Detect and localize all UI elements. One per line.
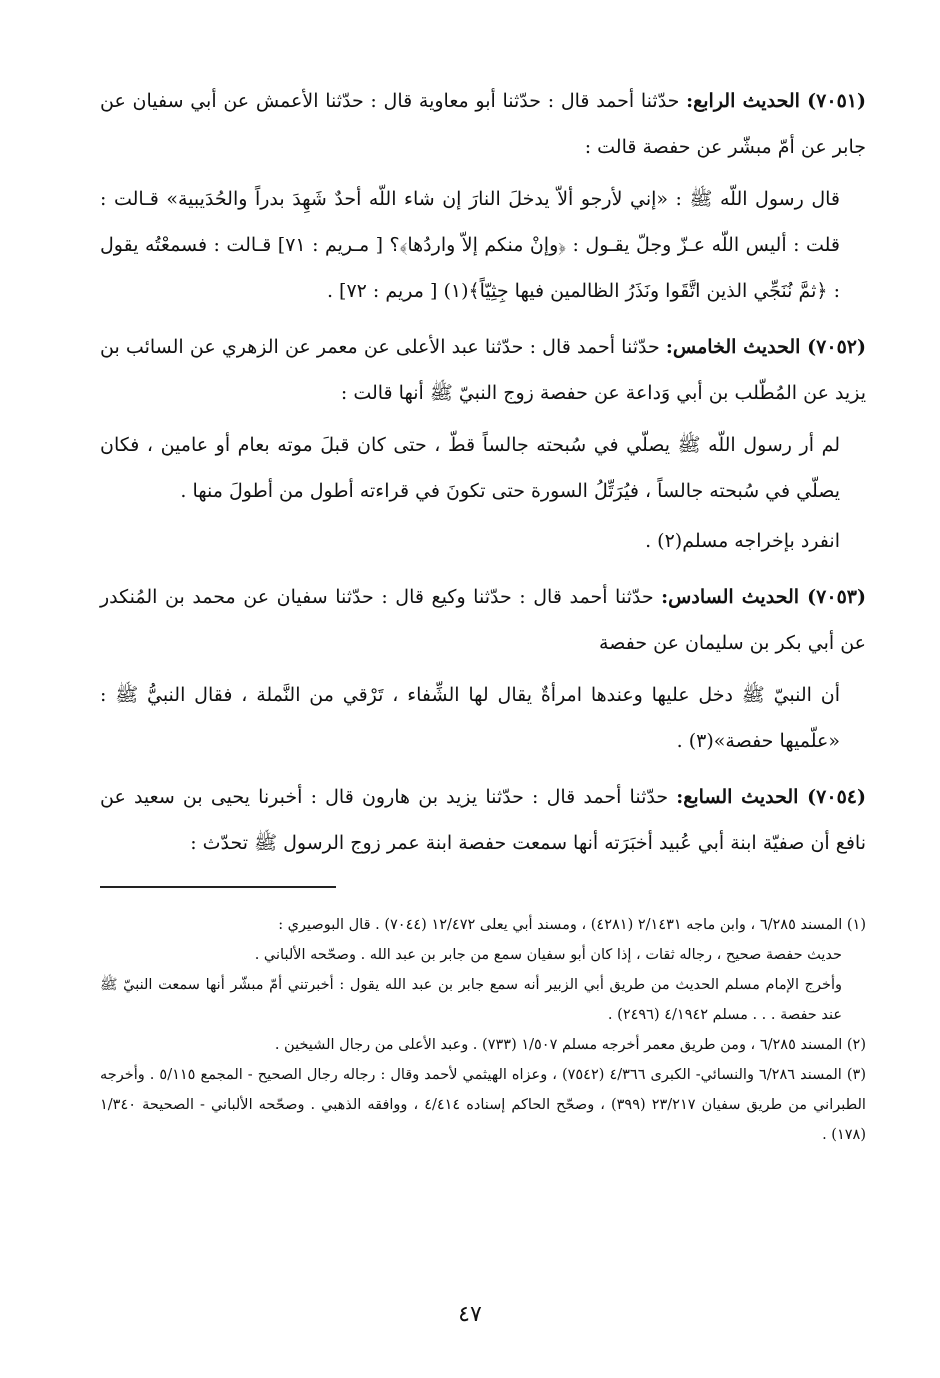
hadith-isnad: حدّثنا أحمد قال : حدّثنا أبو معاوية قال : حدّثنا الأعمش عن أبي سفيان عن جابر عن أمّ مبشّر عن حفصة قالت : <box>100 90 866 158</box>
footnotes <box>100 910 866 1150</box>
footnote-continuation: وأخرج الإمام مسلم الحديث من طريق أبي الزبير أنه سمع جابر بن عبد الله يقول : أخبرتني أمّ مبشّر أنها سمعت النبيّ ﷺ عند حفصة . . . مسلم ٤/١٩٤٢ (٢٤٩٦) . <box>100 977 842 1023</box>
hadith-7054 <box>100 774 866 866</box>
footnote-1 <box>100 910 866 1030</box>
hadith-isnad: حدّثنا أحمد قال : حدّثنا يزيد بن هارون قال : أخبرنا يحيى بن سعيد عن نافع أن صفيّة ابنة أبي عُبيد أخبَرَته أنها سمعت حفصة ابنة عمر زوج الرسول ﷺ تحدّث : <box>100 786 866 854</box>
hadith-heading: (٧٠٥٢) الحديث الخامس: <box>665 336 866 358</box>
footnote-2 <box>100 1030 866 1060</box>
footnote-text: (١) المسند ٦/٢٨٥ ، وابن ماجه ٢/١٤٣١ (٤٢٨١) ، ومسند أبي يعلى ١٢/٤٧٢ (٧٠٤٤) . قال البوصيري : <box>278 917 866 933</box>
page-number: ٤٧ <box>458 1302 482 1327</box>
footnote-3 <box>100 1060 866 1150</box>
hadith-heading: (٧٠٥٣) الحديث السادس: <box>661 586 866 608</box>
page-body <box>100 78 866 1150</box>
hadith-heading: (٧٠٥١) الحديث الرابع: <box>686 90 866 112</box>
footnote-text: (٣) المسند ٦/٢٨٦ والنسائي- الكبرى ٤/٣٦٦ (٧٥٤٢) ، وعزاه الهيثمي لأحمد وقال : رجاله رجال الصحيح - المجمع ٥/١١٥ . وأخرجه الطبراني من طريق سفيان ٢٣/٢١٧ (٣٩٩) ، وصحّح الحاكم إسناده ٤/٤١٤ ، ووافقه الذهبي . وصحّحه الألباني - الصحيحة ١/٣٤٠ (١٧٨) . <box>100 1067 866 1143</box>
footnote-continuation: حديث حفصة صحيح ، رجاله ثقات ، إذا كان أبو سفيان سمع من جابر بن عبد الله . وصحّحه الألباني . <box>254 947 842 963</box>
hadith-7051 <box>100 78 866 170</box>
hadith-matn: أن النبيّ ﷺ دخل عليها وعندها امرأةٌ يقال لها الشِّفاء ، تَرْقي من النَّملة ، فقال النبيُّ ﷺ : «علّميها حفصة»(٣) . <box>100 684 840 752</box>
footnote-divider <box>100 886 336 888</box>
hadith-isnad: حدّثنا أحمد قال : حدّثنا عبد الأعلى عن معمر عن الزهري عن السائب بن يزيد عن المُطّلب بن أبي وَداعة عن حفصة زوج النبيّ ﷺ أنها قالت : <box>100 336 866 404</box>
footnote-text: (٢) المسند ٦/٢٨٥ ، ومن طريق معمر أخرجه مسلم ١/٥٠٧ (٧٣٣) . وعبد الأعلى من رجال الشيخين . <box>274 1037 866 1053</box>
hadith-isnad: حدّثنا أحمد قال : حدّثنا وكيع قال : حدّثنا سفيان عن محمد بن المُنكدر عن أبي بكر بن سليمان عن حفصة <box>100 586 866 654</box>
hadith-7053 <box>100 574 866 666</box>
hadith-matn: قال رسول اللّه ﷺ : «إني لأرجو ألاّ يدخلَ النارَ إن شاء اللّه أحدٌ شَهِدَ بدراً والحُدَيبية» قـالت : قلت : أليس اللّه عـزّ وجلّ يقـول : ﴿وإنْ منكم إلاّ واردُها﴾؟ [ مـريم : ٧١] قـالت : فسمعْتُه يقول : ﴿ثمَّ نُنَجِّي الذين اتَّقَوا ونَذَرُ الظالمين فيها جِثِيّاً﴾(١) [ مريم : ٧٢] . <box>100 188 840 302</box>
hadith-matn: لم أر رسول اللّه ﷺ يصلّي في سُبحته جالساً قطّ ، حتى كان قبلَ موته بعام أو عامين ، فكان يصلّي في سُبحته جالساً ، فيُرَتِّلُ السورة حتى تكونَ في قراءته أطول من أطولَ منها . <box>100 434 840 502</box>
hadith-heading: (٧٠٥٤) الحديث السابع: <box>676 786 866 808</box>
hadith-7052 <box>100 324 866 416</box>
takhrij-note: انفرد بإخراجه مسلم(٢) . <box>645 530 840 552</box>
